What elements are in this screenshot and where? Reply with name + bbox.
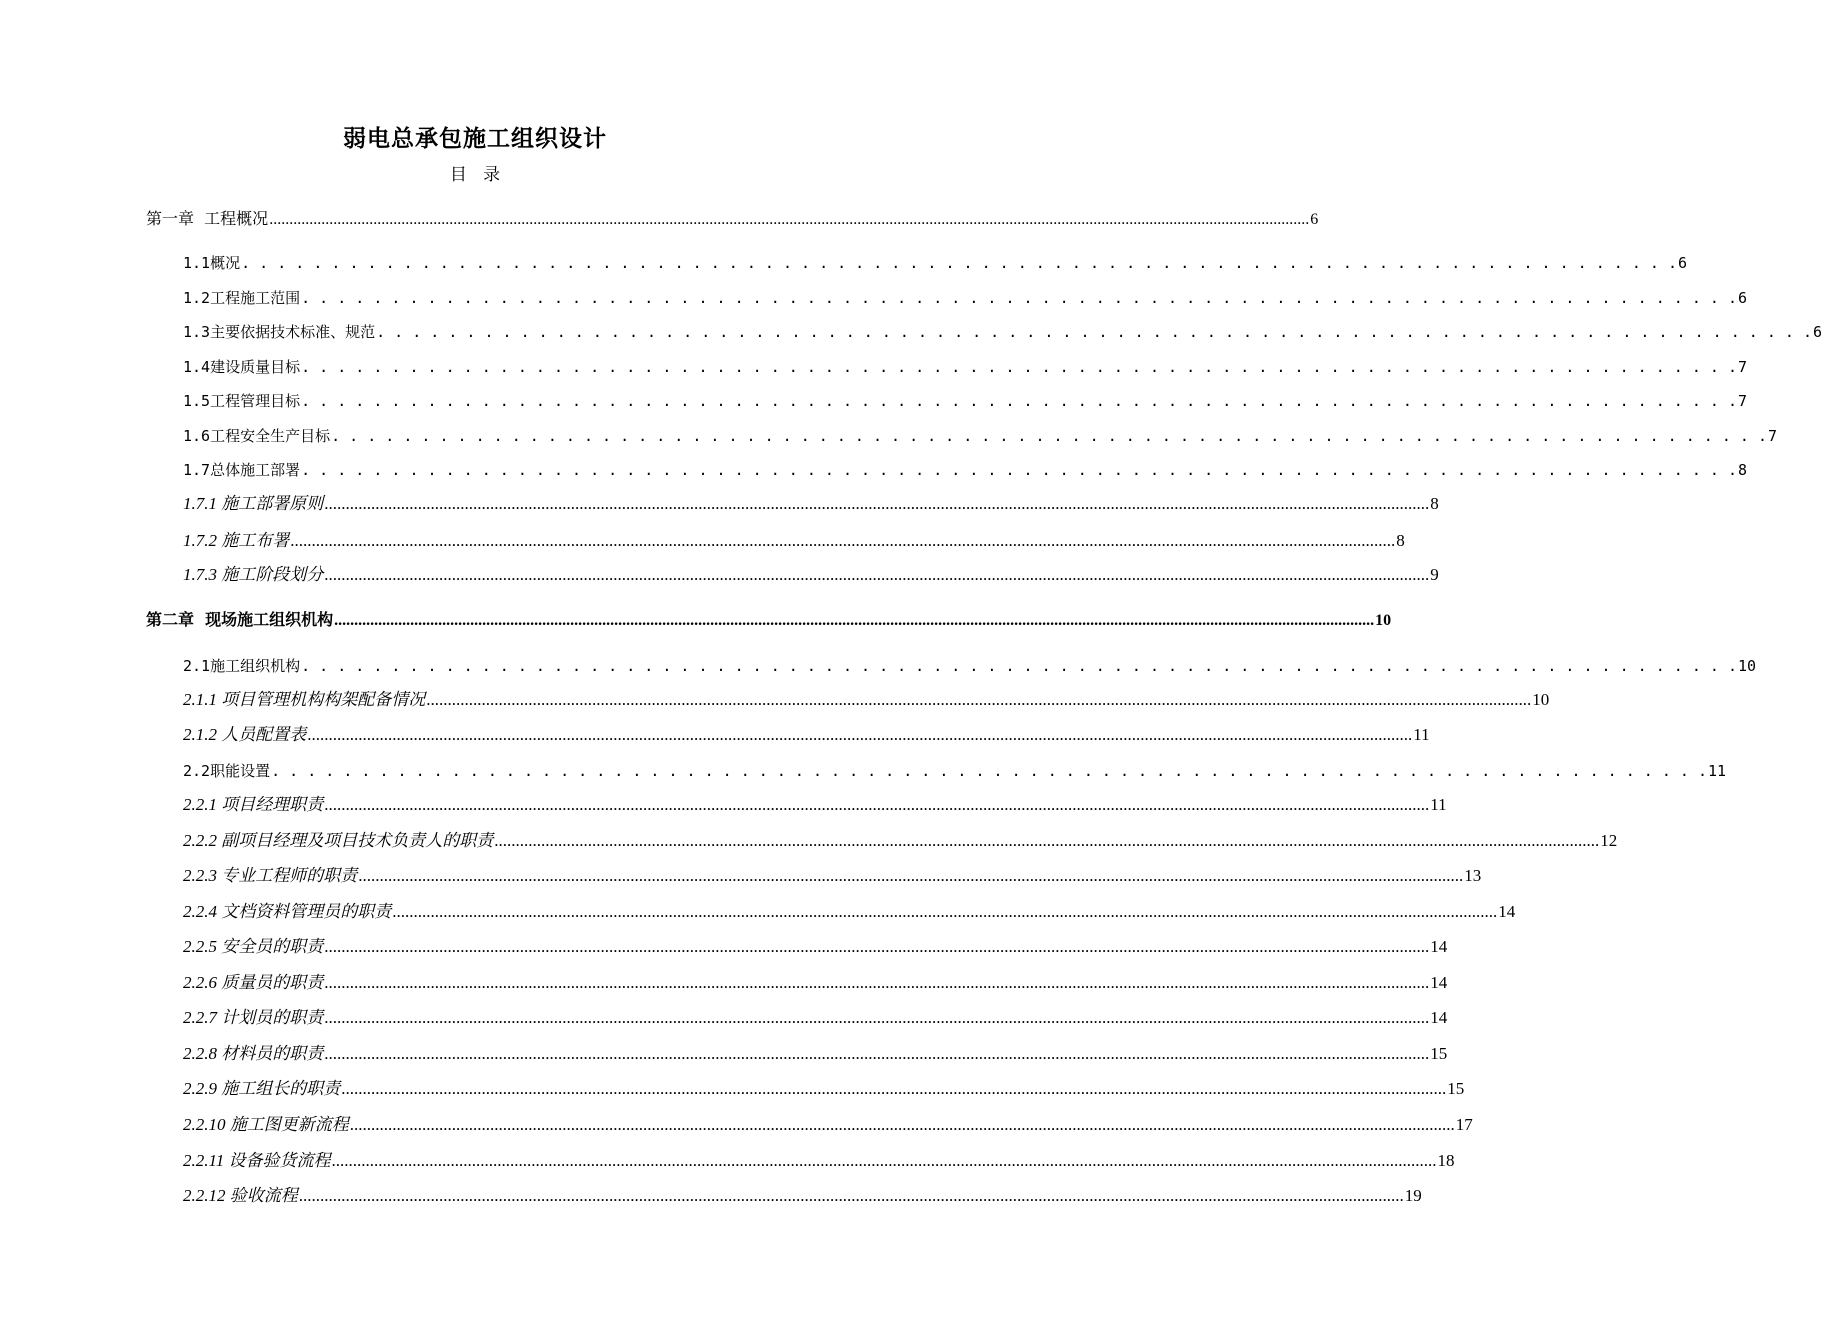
toc-entry-page: 19: [1404, 1186, 1422, 1205]
toc-leader-dots: ....................................................................................................................................................................................................................................................................: [298, 1186, 1404, 1205]
toc-entry-page: 14: [1430, 1008, 1448, 1027]
toc-entry-page: 12: [1600, 831, 1618, 850]
toc-entry-label: 2.2.7 计划员的职责: [183, 1008, 324, 1027]
toc-entry-label: 2.2.3 专业工程师的职责: [183, 866, 358, 885]
toc-leader-dots: . . . . . . . . . . . . . . . . . . . . . . . . . . . . . . . . . . . . . . . . . . . . . . . . . . . . . . . . . . . . . . . . . . . . . . . . . . . . . . . .: [301, 392, 1737, 410]
toc-entry-label: 2.2.2 副项目经理及项目技术负责人的职责: [183, 831, 494, 850]
toc-leader-dots: ....................................................................................................................................................................................................................................................................: [324, 937, 1430, 956]
toc-entry-page: 14: [1430, 973, 1448, 992]
toc-entry-page: 14: [1498, 902, 1516, 921]
toc-entry-page: 8: [1738, 461, 1748, 479]
toc-entry-page: 11: [1430, 795, 1447, 814]
toc-entry-page: 9: [1430, 565, 1439, 584]
toc-entry[interactable]: [183, 1041, 1448, 1067]
toc-entry-page: 8: [1396, 531, 1405, 550]
toc-entry[interactable]: [183, 970, 1448, 996]
toc-leader-dots: ....................................................................................................................................................................................................................................................................: [324, 1008, 1430, 1027]
toc-leader-dots: . . . . . . . . . . . . . . . . . . . . . . . . . . . . . . . . . . . . . . . . . . . . . . . . . . . . . . . . . . . . . . . . . . . . . . . . . . . . . . . .: [301, 461, 1737, 479]
toc-entry[interactable]: [183, 457, 1748, 483]
toc-leader-dots: ....................................................................................................................................................................................................................................................................: [334, 612, 1375, 629]
toc-leader-dots: ....................................................................................................................................................................................................................................................................: [324, 1044, 1430, 1063]
toc-leader-dots: . . . . . . . . . . . . . . . . . . . . . . . . . . . . . . . . . . . . . . . . . . . . . . . . . . . . . . . . . . . . . . . . . . . . . . . . . . . . . . . .: [271, 762, 1707, 780]
toc-entry[interactable]: [183, 934, 1448, 960]
toc-entry[interactable]: [183, 722, 1430, 748]
toc-entry-page: 7: [1768, 427, 1778, 445]
toc-leader-dots: ....................................................................................................................................................................................................................................................................: [494, 831, 1600, 850]
toc-leader-dots: ....................................................................................................................................................................................................................................................................: [290, 531, 1396, 550]
toc-entry[interactable]: [183, 1005, 1448, 1031]
toc-entry-label: 1.2工程施工范围: [183, 289, 301, 307]
toc-entry-page: 6: [1738, 289, 1748, 307]
toc-entry-page: 6: [1813, 323, 1822, 341]
toc-entry[interactable]: [183, 687, 1550, 713]
toc-leader-dots: . . . . . . . . . . . . . . . . . . . . . . . . . . . . . . . . . . . . . . . . . . . . . . . . . . . . . . . . . . . . . . . . . . . . . . . . . . . . . . . .: [241, 254, 1677, 272]
toc-leader-dots: . . . . . . . . . . . . . . . . . . . . . . . . . . . . . . . . . . . . . . . . . . . . . . . . . . . . . . . . . . . . . . . . . . . . . . . . . . . . . . . .: [376, 323, 1812, 341]
toc-entry-label: 2.2.1 项目经理职责: [183, 795, 324, 814]
toc-entry-page: 6: [1310, 211, 1319, 228]
toc-leader-dots: ....................................................................................................................................................................................................................................................................: [426, 690, 1532, 709]
toc-entry-label: 2.2.6 质量员的职责: [183, 973, 324, 992]
toc-entry[interactable]: [146, 206, 1319, 232]
toc-entry-label: 1.1概况: [183, 254, 241, 272]
toc-entry-label: 2.2.12 验收流程: [183, 1186, 298, 1205]
toc-entry-page: 7: [1738, 392, 1748, 410]
toc-leader-dots: ....................................................................................................................................................................................................................................................................: [358, 866, 1464, 885]
toc-entry[interactable]: [183, 792, 1447, 818]
toc-entry-label: 2.2职能设置: [183, 762, 271, 780]
toc-entry[interactable]: [183, 758, 1727, 784]
toc-leader-dots: . . . . . . . . . . . . . . . . . . . . . . . . . . . . . . . . . . . . . . . . . . . . . . . . . . . . . . . . . . . . . . . . . . . . . . . . . . . . . . . .: [331, 427, 1767, 445]
toc-entry[interactable]: [183, 354, 1748, 380]
toc-entry-label: 2.1.2 人员配置表: [183, 725, 307, 744]
toc-entry[interactable]: [183, 319, 1822, 345]
toc-entry[interactable]: [183, 250, 1688, 276]
toc-entry-label: 2.2.5 安全员的职责: [183, 937, 324, 956]
toc-leader-dots: ....................................................................................................................................................................................................................................................................: [341, 1079, 1447, 1098]
toc-entry[interactable]: [183, 1112, 1473, 1138]
toc-entry-label: 2.2.9 施工组长的职责: [183, 1079, 341, 1098]
toc-entry[interactable]: [183, 899, 1516, 925]
toc-entry-label: 1.4建设质量目标: [183, 358, 301, 376]
toc-leader-dots: ....................................................................................................................................................................................................................................................................: [307, 725, 1413, 744]
document-title: 弱电总承包施工组织设计: [343, 126, 607, 152]
toc-entry-page: 6: [1678, 254, 1688, 272]
toc-leader-dots: ....................................................................................................................................................................................................................................................................: [324, 973, 1430, 992]
toc-entry-label: 第二章 现场施工组织机构: [146, 610, 334, 629]
toc-entry[interactable]: [183, 388, 1748, 414]
toc-entry-page: 13: [1464, 866, 1482, 885]
toc-entry[interactable]: [183, 491, 1439, 517]
toc-entry[interactable]: [183, 653, 1757, 679]
toc-entry-page: 18: [1437, 1151, 1455, 1170]
toc-entry[interactable]: [183, 528, 1405, 554]
toc-entry-label: 2.2.8 材料员的职责: [183, 1044, 324, 1063]
toc-entry[interactable]: [183, 1148, 1455, 1174]
toc-entry-label: 1.5工程管理目标: [183, 392, 301, 410]
toc-entry-label: 2.1施工组织机构: [183, 657, 301, 675]
toc-leader-dots: ....................................................................................................................................................................................................................................................................: [392, 902, 1498, 921]
toc-leader-dots: ....................................................................................................................................................................................................................................................................: [324, 795, 1430, 814]
toc-leader-dots: . . . . . . . . . . . . . . . . . . . . . . . . . . . . . . . . . . . . . . . . . . . . . . . . . . . . . . . . . . . . . . . . . . . . . . . . . . . . . . . .: [301, 657, 1737, 675]
toc-entry-label: 1.3主要依据技术标准、规范: [183, 323, 376, 341]
toc-entry-label: 1.7总体施工部署: [183, 461, 301, 479]
toc-leader-dots: ....................................................................................................................................................................................................................................................................: [324, 494, 1430, 513]
toc-entry-page: 15: [1430, 1044, 1448, 1063]
toc-entry-page: 15: [1447, 1079, 1465, 1098]
toc-entry-page: 8: [1430, 494, 1439, 513]
toc-entry[interactable]: [183, 828, 1618, 854]
toc-entry[interactable]: [146, 607, 1392, 633]
toc-entry-label: 2.1.1 项目管理机构构架配备情况: [183, 690, 426, 709]
toc-entry-label: 1.7.1 施工部署原则: [183, 494, 324, 513]
toc-entry-label: 2.2.10 施工图更新流程: [183, 1115, 349, 1134]
toc-entry[interactable]: [183, 562, 1439, 588]
toc-entry-label: 1.6工程安全生产目标: [183, 427, 331, 445]
toc-leader-dots: . . . . . . . . . . . . . . . . . . . . . . . . . . . . . . . . . . . . . . . . . . . . . . . . . . . . . . . . . . . . . . . . . . . . . . . . . . . . . . . .: [301, 358, 1737, 376]
toc-entry[interactable]: [183, 423, 1778, 449]
toc-leader-dots: . . . . . . . . . . . . . . . . . . . . . . . . . . . . . . . . . . . . . . . . . . . . . . . . . . . . . . . . . . . . . . . . . . . . . . . . . . . . . . . .: [301, 289, 1737, 307]
toc-entry-label: 1.7.3 施工阶段划分: [183, 565, 324, 584]
toc-entry-page: 11: [1708, 762, 1727, 780]
toc-heading: 目 录: [449, 165, 501, 185]
toc-entry-page: 11: [1413, 725, 1430, 744]
toc-entry-page: 10: [1532, 690, 1550, 709]
toc-entry-label: 1.7.2 施工布署: [183, 531, 290, 550]
toc-entry[interactable]: [183, 1183, 1422, 1209]
toc-leader-dots: ....................................................................................................................................................................................................................................................................: [349, 1115, 1455, 1134]
toc-leader-dots: ....................................................................................................................................................................................................................................................................: [269, 211, 1310, 228]
toc-entry[interactable]: [183, 863, 1482, 889]
toc-entry-page: 10: [1738, 657, 1757, 675]
toc-entry-label: 2.2.4 文档资料管理员的职责: [183, 902, 392, 921]
toc-entry-label: 第一章 工程概况: [146, 209, 269, 228]
toc-entry-page: 7: [1738, 358, 1748, 376]
toc-entry-page: 14: [1430, 937, 1448, 956]
toc-entry[interactable]: [183, 1076, 1465, 1102]
toc-leader-dots: ....................................................................................................................................................................................................................................................................: [324, 565, 1430, 584]
toc-entry-page: 17: [1455, 1115, 1473, 1134]
toc-entry[interactable]: [183, 285, 1748, 311]
toc-entry-label: 2.2.11 设备验货流程: [183, 1151, 331, 1170]
toc-leader-dots: ....................................................................................................................................................................................................................................................................: [331, 1151, 1437, 1170]
toc-entry-page: 10: [1375, 612, 1392, 629]
